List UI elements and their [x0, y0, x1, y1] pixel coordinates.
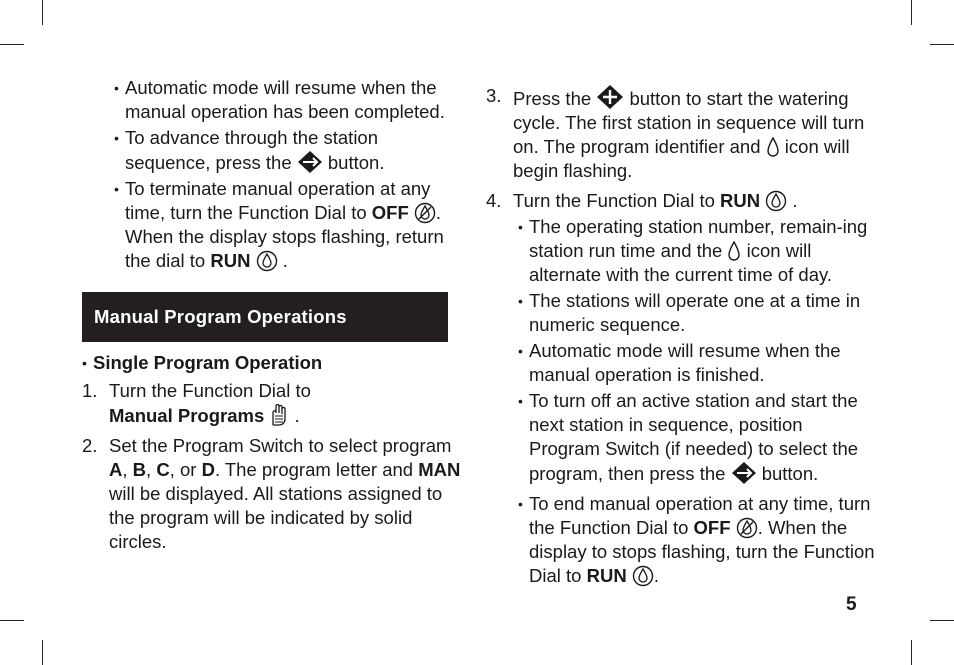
off-dial-icon — [414, 202, 436, 224]
step-2: 2. Set the Program Switch to select program A, B, C, or D. The program letter and MAN will be displayed. All stations assigned to the program will be indicated by solid circles. — [82, 435, 461, 552]
step-3: 3. Press the button to start the watering cycle. The first station in sequence will turn on. The program identifier and icon will begin flashing. — [486, 85, 865, 181]
run-dial-icon — [765, 190, 787, 212]
crop-mark — [930, 620, 954, 621]
sub-heading: • Single Program Operation — [82, 351, 462, 375]
run-dial-icon — [632, 565, 654, 587]
crop-mark — [911, 640, 912, 665]
water-drop-icon — [727, 240, 741, 262]
step-4: 4. Turn the Function Dial to RUN . — [486, 190, 798, 211]
crop-mark — [42, 0, 43, 25]
crop-mark — [911, 0, 912, 25]
start-plus-diamond-icon — [596, 84, 624, 110]
off-dial-icon — [736, 517, 758, 539]
run-dial-icon — [256, 250, 278, 272]
list-item: • To terminate manual operation at any time, turn the Function Dial to OFF . When the display stops flashing, return the dial to RUN . — [114, 177, 462, 273]
crop-mark — [42, 640, 43, 665]
step-1: 1. Turn the Function Dial to Manual Programs . — [82, 380, 311, 426]
crop-mark — [930, 44, 954, 45]
list-item: • To advance through the station sequence, press the button. — [114, 126, 462, 175]
advance-diamond-icon — [297, 150, 323, 174]
list-item: • Automatic mode will resume when the manual operation has been completed. — [114, 76, 462, 124]
page-number: 5 — [846, 594, 857, 615]
list-item: • To end manual operation at any time, turn the Function Dial to OFF . When the display to stops flashing, turn the Function Dial to RUN . — [518, 492, 876, 588]
crop-mark — [0, 44, 24, 45]
list-item: • The stations will operate one at a time in numeric sequence. — [518, 289, 876, 337]
advance-diamond-icon — [731, 461, 757, 485]
right-column — [486, 84, 876, 590]
manual-programs-hand-icon — [269, 403, 289, 427]
section-heading: Manual Program Operations — [82, 292, 448, 342]
left-column — [82, 76, 462, 554]
run-notes-list — [486, 215, 876, 588]
manual-notes-list — [82, 76, 462, 273]
crop-mark — [0, 620, 24, 621]
list-item: • The operating station number, remain-ing station run time and the icon will alternate with the current time of day. — [518, 215, 876, 287]
water-drop-icon — [766, 136, 780, 158]
list-item: • Automatic mode will resume when the manual operation is finished. — [518, 339, 876, 387]
list-item: • To turn off an active station and start the next station in sequence, position Program Switch (if needed) to select the program, then press the button. — [518, 389, 876, 486]
